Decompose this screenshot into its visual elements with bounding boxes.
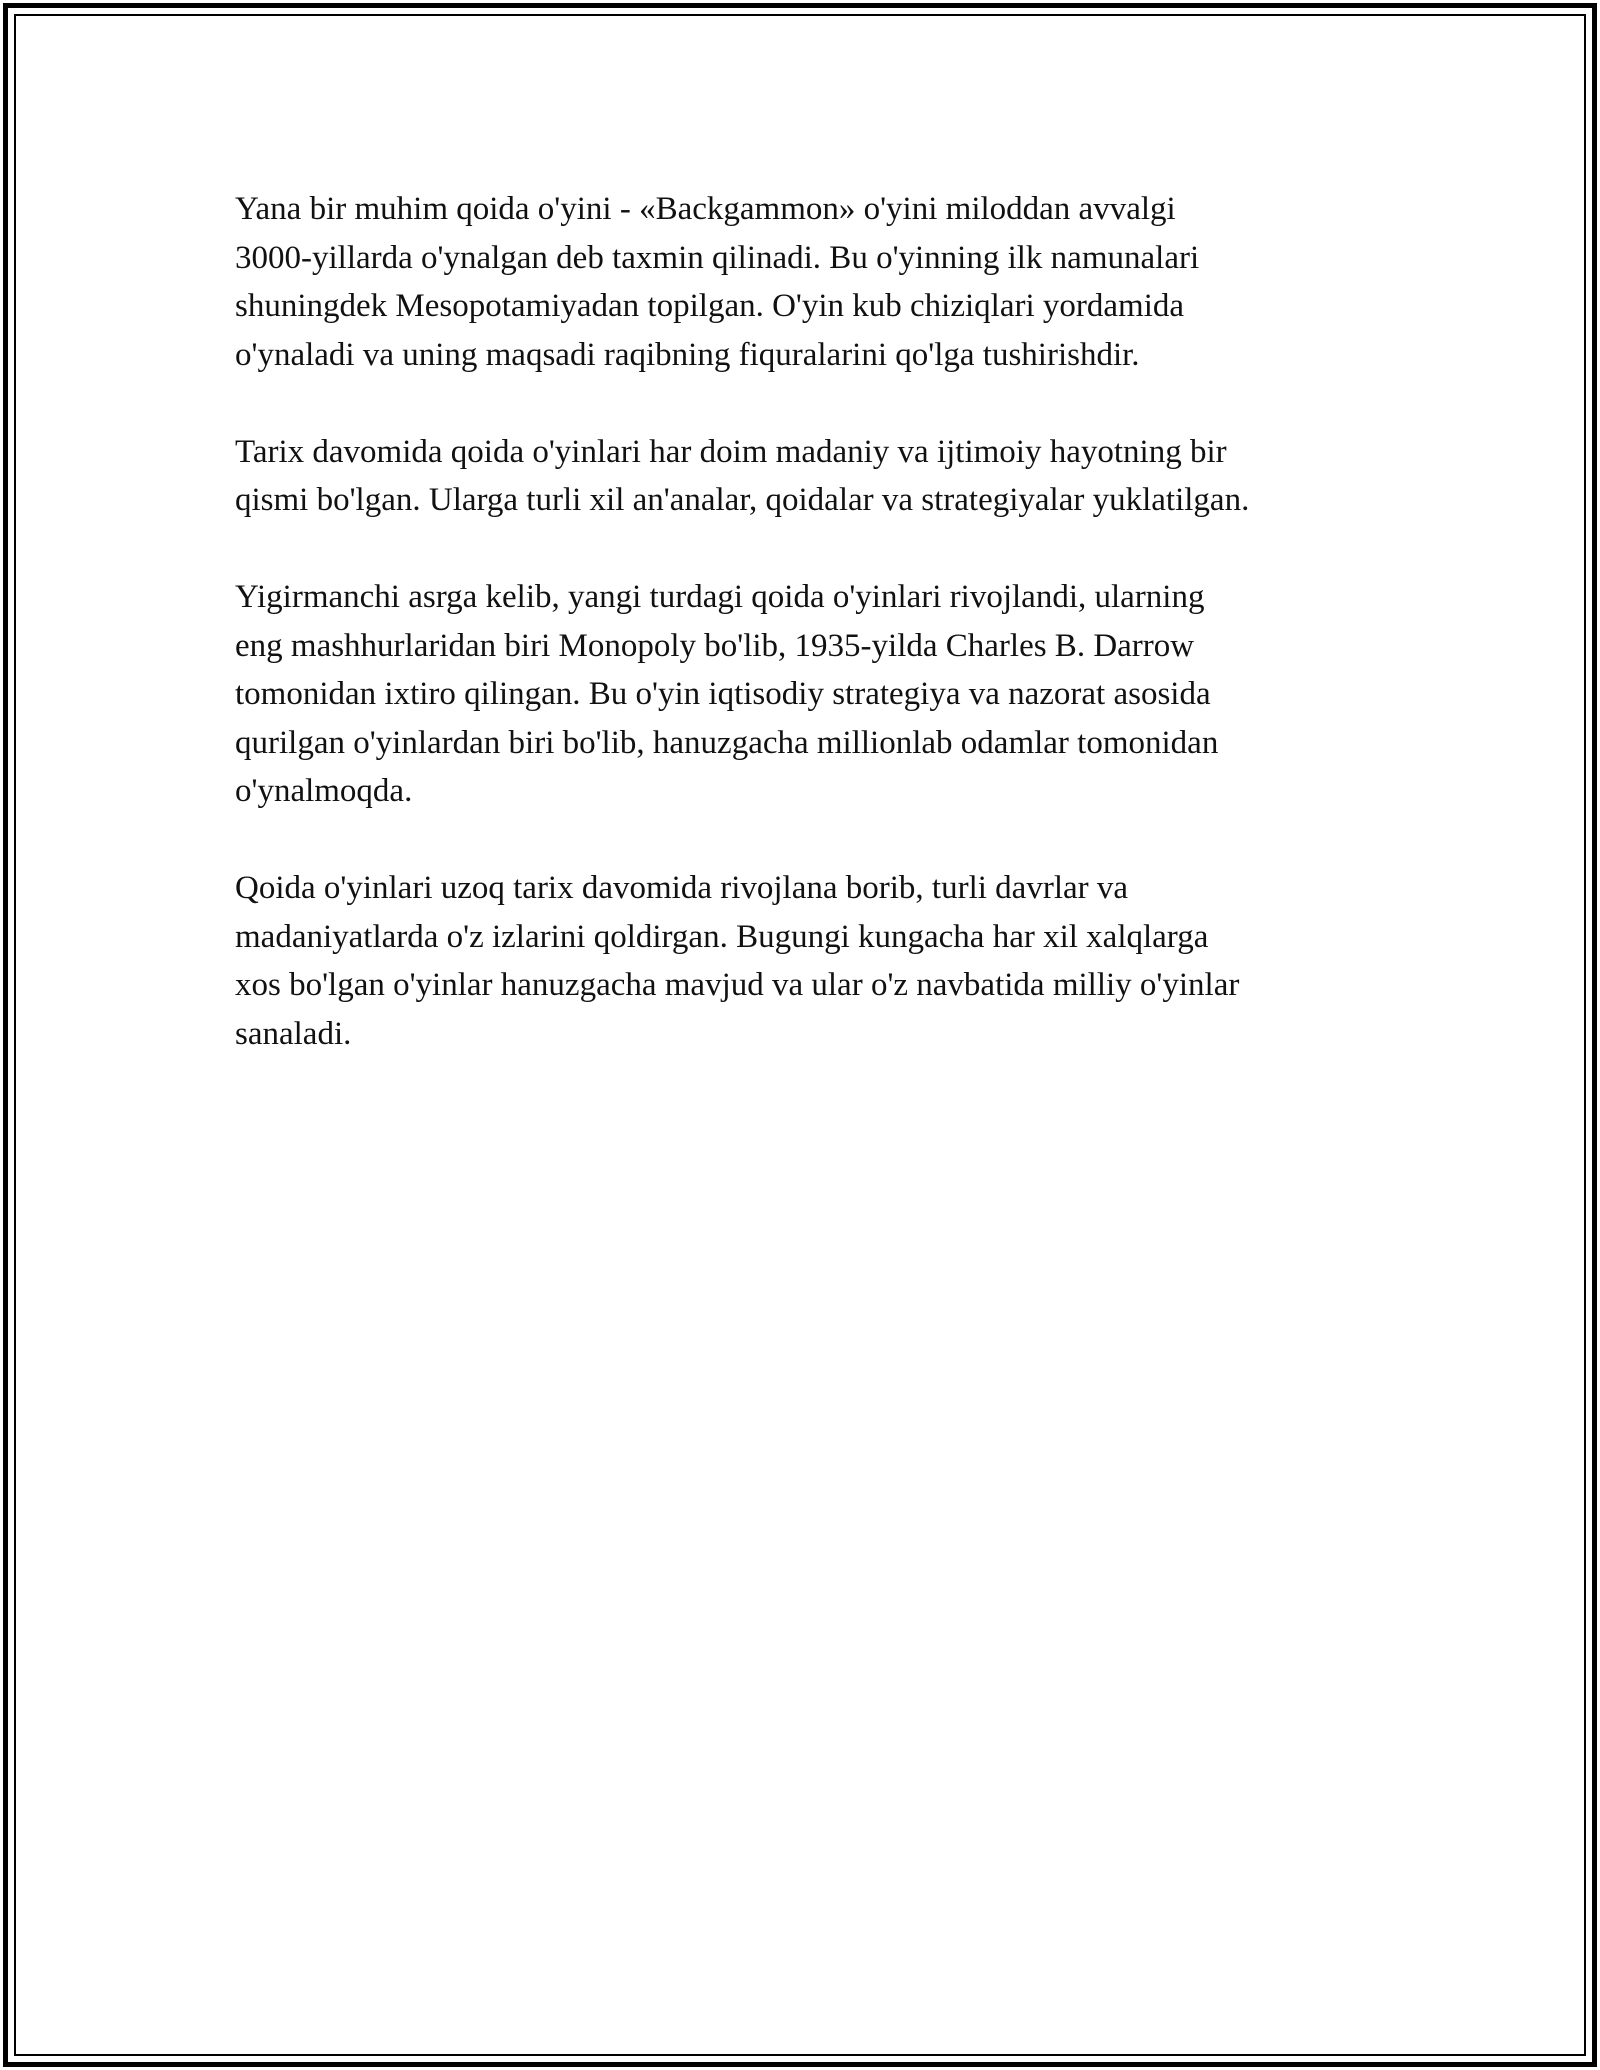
paragraph-monopoly: Yigirmanchi asrga kelib, yangi turdagi qoida o'yinlari rivojlandi, ularning eng mashhurlaridan biri Monopoly bo'lib, 1935-yilda Charles B. Darrow tomonidan ixtiro qilingan. Bu o'yin iqtisodiy strategiya va nazorat asosida qurilgan o'yinlardan biri bo'lib, hanuzgacha millionlab odamlar tomonidan o'ynalmoqda.: [235, 579, 1219, 809]
paragraph-history: Tarix davomida qoida o'yinlari har doim madaniy va ijtimoiy hayotning bir qismi bo'lgan. Ularga turli xil an'analar, qoidalar va strategiyalar yuklatilgan.: [235, 433, 1250, 518]
paragraph-national-games: Qoida o'yinlari uzoq tarix davomida rivojlana borib, turli davrlar va madaniyatlarda o'z izlarini qoldirgan. Bugungi kungacha har xil xalqlarga xos bo'lgan o'yinlar hanuzgacha mavjud va ular o'z navbatida milliy o'yinlar sanaladi.: [235, 870, 1240, 1052]
document-body: [235, 185, 1375, 1107]
paragraph-backgammon: Yana bir muhim qoida o'yini - «Backgammon» o'yini miloddan avvalgi 3000-yillarda o'ynalgan deb taxmin qilinadi. Bu o'yinning ilk namunalari shuningdek Mesopotamiyadan topilgan. O'yin kub chiziqlari yordamida o'ynaladi va uning maqsadi raqibning fiquralarini qo'lga tushirishdir.: [235, 191, 1200, 373]
